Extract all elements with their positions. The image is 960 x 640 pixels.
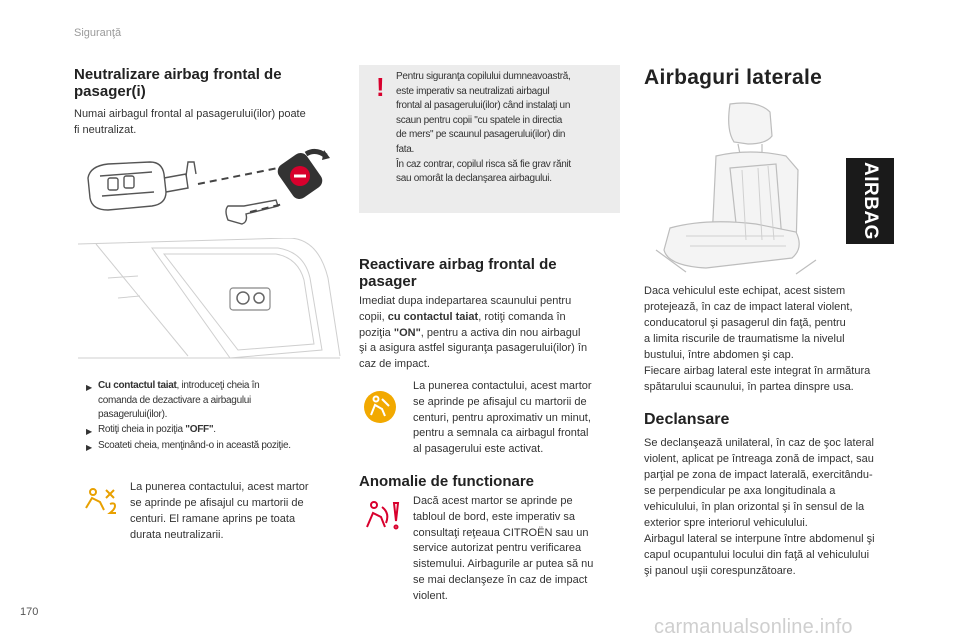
step-1 — [86, 379, 346, 423]
reactivate-title — [359, 256, 619, 290]
reactivate-line: copii, — [359, 310, 388, 323]
step-1-text: pasagerului(ilor). — [98, 409, 168, 421]
step-2-text: . — [213, 423, 216, 435]
warning-line: este imperativ sa neutralizati airbagul — [396, 85, 550, 97]
page-number: 170 — [20, 606, 39, 618]
warning-line: scaun pentru copii "cu spatele in directia — [396, 114, 563, 126]
reactivate-text — [359, 294, 624, 373]
desc-line: a limita riscurile de traumatisme la nivelul — [644, 333, 845, 345]
reactivate-title-line: Reactivare airbag frontal de — [359, 256, 557, 273]
warning-exclamation-icon: ! — [376, 72, 385, 102]
arrow-bullet-icon: ▶ — [86, 443, 92, 453]
reactivate-bold: cu contactul taiat — [387, 310, 479, 323]
off-lamp-line: La punerea contactului, acest martor — [130, 481, 309, 493]
reactivate-line: şi a asigura astfel siguranţa pasagerului(ilor) în — [359, 342, 588, 355]
fault-line: tabloul de bord, este imperativ sa — [413, 510, 576, 523]
side-airbags-title — [644, 66, 944, 90]
glovebox-illustration — [78, 238, 348, 370]
fault-text — [413, 494, 623, 605]
off-lamp-note — [130, 479, 340, 543]
watermark: carmanualsonline.info — [654, 616, 853, 638]
reactivate-line: , pentru a activa din nou airbagul — [420, 326, 581, 339]
neutralize-title — [74, 66, 344, 100]
deploy-text — [644, 435, 919, 579]
step-1-text: comanda de dezactivare a airbagului — [98, 394, 251, 406]
warning-line: fata. — [396, 143, 414, 155]
side-airbags-title-text: Airbaguri laterale — [644, 66, 823, 89]
intro-line: fi neutralizat. — [74, 123, 137, 136]
step-1-bold: Cu contactul taiat — [98, 380, 177, 391]
deploy-line: şi panoul uşii corespunzătoare. — [644, 565, 796, 577]
airbag-off-lamp-icon — [82, 486, 122, 516]
deploy-title-text: Declansare — [644, 411, 730, 428]
arrow-bullet-icon: ▶ — [86, 426, 92, 436]
deploy-line: violent, aplicat pe întreaga zonă de impact, sau — [644, 453, 874, 465]
section-label: Siguranţă — [74, 27, 122, 39]
neutralize-steps — [86, 379, 346, 456]
on-lamp-line: pentru a semnala ca airbagul frontal — [413, 427, 589, 440]
fault-line: Dacă acest martor se aprinde pe — [413, 495, 573, 507]
step-2-bold: "OFF" — [185, 423, 214, 435]
reactivate-bold: "ON" — [393, 326, 421, 339]
desc-line: protejează, în caz de impact lateral violent, — [644, 301, 853, 313]
deploy-line: se perpendicular pe axa longitudinala a — [644, 485, 836, 497]
warning-line: Pentru siguranţa copilului dumneavoastră, — [396, 71, 571, 82]
on-lamp-note — [413, 379, 623, 458]
intro-line: Numai airbagul frontal al pasagerului(ilor) poate — [74, 108, 306, 120]
off-lamp-line: durata neutralizarii. — [130, 529, 224, 541]
key-switch-illustration — [78, 148, 340, 238]
arrow-bullet-icon: ▶ — [86, 383, 92, 392]
warning-line: de mers" pe scaunul pasagerului(ilor) din — [396, 129, 566, 141]
on-lamp-line: al pasagerului este activat. — [413, 443, 544, 456]
fault-title — [359, 473, 619, 490]
fault-line: service autorizat pentru verificarea — [413, 542, 582, 555]
reactivate-title-line: pasager — [359, 273, 417, 290]
deploy-line: exterior spre interiorul vehiculului. — [644, 517, 808, 529]
airbag-label-text: AIRBAG — [860, 162, 881, 240]
deploy-line: Se declanşează unilateral, în caz de şoc lateral — [644, 437, 874, 449]
fault-title-text: Anomalie de functionare — [359, 473, 535, 490]
reactivate-line: caz de impact. — [359, 358, 430, 371]
neutralize-title-line2: pasager(i) — [74, 83, 146, 100]
step-3 — [86, 439, 346, 456]
side-airbags-desc — [644, 283, 914, 395]
deploy-line: capul ocupantului locului din faţă al vehiculului — [644, 549, 870, 561]
fault-line: violent. — [413, 589, 448, 602]
neutralize-intro — [74, 107, 349, 138]
reactivate-line: Imediat dupa indepartarea scaunului pentru — [359, 295, 572, 307]
step-2-text: Rotiţi cheia in poziţia — [98, 423, 186, 435]
step-2 — [86, 423, 346, 440]
desc-line: bustului, între abdomen şi cap. — [644, 349, 794, 361]
deploy-line: parţial pe zona de impact laterală, exercitându- — [644, 469, 873, 481]
airbag-label-tag — [846, 158, 894, 244]
on-lamp-line: centuri, pentru aproximativ un minut, — [413, 411, 591, 424]
on-lamp-line: se aprinde pe afisajul cu martorii de — [413, 395, 587, 408]
fault-line: se mai declanşeze în caz de impact — [413, 573, 588, 586]
fault-line: sistemului. Airbagurile ar putea să nu — [413, 558, 594, 571]
desc-line: Fiecare airbag lateral este integrat în armătura — [644, 365, 871, 377]
warning-line: sau omorât la declanşarea airbagului. — [396, 173, 552, 185]
airbag-fault-lamp-icon — [364, 499, 404, 533]
step-1-text: , introduceţi cheia în — [176, 380, 260, 391]
desc-line: Daca vehiculul este echipat, acest sistem — [644, 285, 846, 297]
neutralize-title-line1: Neutralizare airbag frontal de — [74, 66, 282, 83]
desc-line: spătarului scaunului, în partea dinspre usa. — [644, 381, 854, 393]
off-lamp-line: centuri. El ramane aprins pe toata — [130, 513, 296, 525]
child-safety-warning-text — [396, 70, 616, 187]
deploy-line: Airbagul lateral se interpune între abdomenul şi — [644, 533, 875, 545]
seat-illustration — [646, 100, 846, 276]
warning-line: frontal al pasagerului(ilor) când instalaţi un — [396, 100, 571, 112]
desc-line: conducatorul şi pasagerul din faţă, pentru — [644, 317, 846, 329]
deploy-line: vehiculului, în plan orizontal şi în sensul de la — [644, 501, 865, 513]
reactivate-line: , rotiţi comanda în — [478, 310, 566, 323]
reactivate-line: poziţia — [359, 326, 394, 339]
off-lamp-line: se aprinde pe afisajul cu martorii de — [130, 497, 304, 509]
fault-line: consultaţi reţeaua CITROËN sau un — [413, 526, 589, 539]
step-3-text: Scoateti cheia, menţinând-o in această poziţie. — [98, 440, 291, 452]
airbag-on-lamp-icon — [362, 389, 398, 425]
on-lamp-line: La punerea contactului, acest martor — [413, 380, 592, 392]
warning-line: În caz contrar, copilul risca să fie grav rănit — [396, 158, 571, 170]
deploy-title — [644, 411, 904, 429]
